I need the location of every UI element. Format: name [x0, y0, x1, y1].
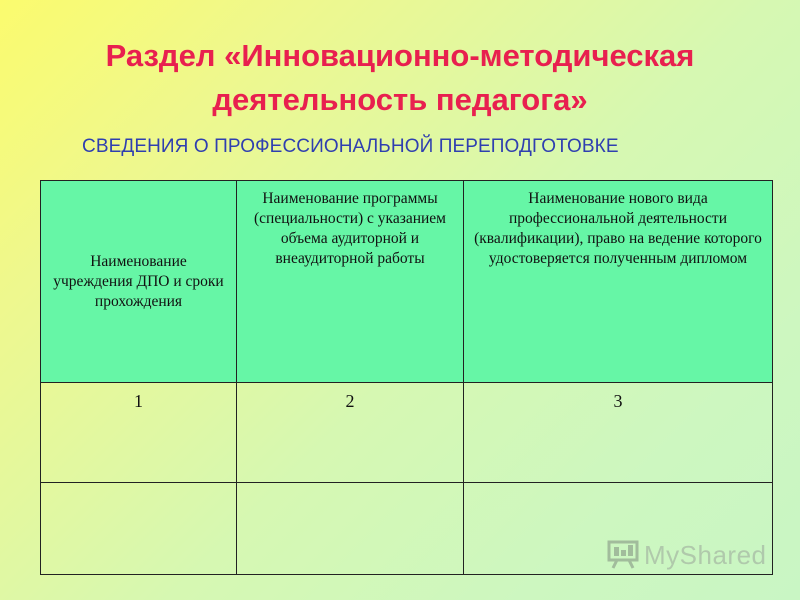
number-cell-2: 2 [237, 383, 464, 483]
number-cell-3: 3 [464, 383, 773, 483]
title-line-1: Раздел «Инновационно-методическая [105, 38, 695, 73]
table-header-row [41, 181, 773, 383]
table-number-row [41, 383, 773, 483]
slide-subtitle: СВЕДЕНИЯ О ПРОФЕССИОНАЛЬНОЙ ПЕРЕПОДГОТОВКЕ [82, 136, 619, 157]
watermark-text: MyShared [644, 540, 767, 570]
watermark [606, 536, 767, 575]
header-cell-program: Наименование программы (специальности) с указанием объема аудиторной и внеаудиторной работы [237, 181, 464, 383]
number-cell-1: 1 [41, 383, 237, 483]
header-cell-qualification: Наименование нового вида профессиональной деятельности (квалификации), право на ведение которого удостоверяется полученным дипломом [464, 181, 773, 383]
title-line-2: деятельность педагога» [212, 82, 588, 117]
empty-cell [237, 483, 464, 575]
slide-title [0, 34, 800, 122]
header-cell-institution: Наименование учреждения ДПО и сроки прохождения [41, 181, 237, 383]
empty-cell [41, 483, 237, 575]
retraining-table [40, 180, 773, 575]
presentation-icon [606, 536, 640, 575]
